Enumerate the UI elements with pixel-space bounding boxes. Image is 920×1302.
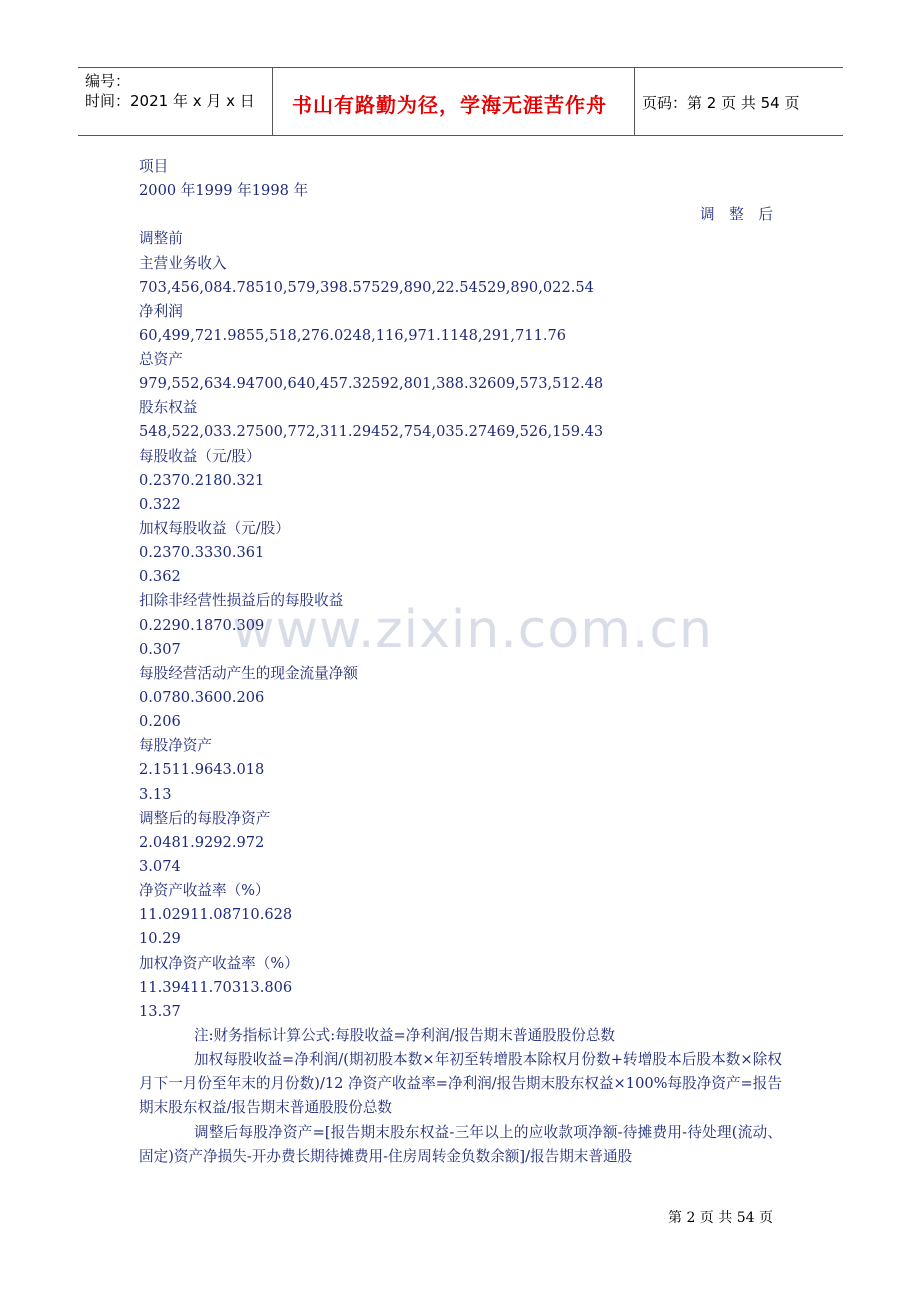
text-line: 0.2370.3330.361	[139, 544, 265, 561]
text-line: 0.307	[139, 641, 181, 658]
text-line: 调 整 后	[700, 206, 773, 223]
text-line: 调整前	[139, 230, 183, 247]
text-line: 注:财务指标计算公式:每股收益=净利润/报告期末普通股股份总数	[194, 1027, 616, 1044]
text-line: 加权净资产收益率（%）	[139, 955, 299, 972]
text-line: 扣除非经营性损益后的每股收益	[139, 592, 344, 609]
text-line: 0.2290.1870.309	[139, 617, 265, 634]
paragraph: 加权每股收益=净利润/(期初股本数×年初至转增股本除权月份数+转增股本后股本数×除权月下一月份至年末的月份数)/12 净资产收益率=净利润/报告期末股东权益×100%每股净资产=报告期末股东权益/报告期末普通股股份总数	[139, 1051, 782, 1116]
text-line: 2.1511.9643.018	[139, 761, 265, 778]
page-footer: 第 2 页 共 54 页	[668, 1210, 773, 1226]
text-line: 项目	[139, 158, 169, 175]
text-line: 总资产	[139, 351, 183, 368]
text-line: 11.02911.08710.628	[139, 906, 293, 923]
text-line: 主营业务收入	[139, 255, 227, 272]
text-line: 11.39411.70313.806	[139, 979, 293, 996]
text-line: 0.0780.3600.206	[139, 689, 265, 706]
text-line: 979,552,634.94700,640,457.32592,801,388.32609,573,512.48	[139, 375, 604, 392]
text-line: 0.362	[139, 568, 181, 585]
header-page-label: 页码：第 2 页 共 54 页	[642, 94, 800, 112]
paragraph: 调整后每股净资产=[报告期末股东权益-三年以上的应收款项净额-待摊费用-待处理(流动、固定)资产净损失-开办费长期待摊费用-住房周转金负数余额]/报告期末普通股	[139, 1124, 782, 1165]
text-line: 加权每股收益（元/股）	[139, 520, 290, 537]
header-number-label: 编号：	[85, 72, 131, 90]
text-line: 2000 年1999 年1998 年	[139, 182, 309, 199]
text-line: 13.37	[139, 1003, 181, 1020]
text-line: 703,456,084.78510,579,398.57529,890,22.54529,890,022.54	[139, 279, 594, 296]
header-divider	[272, 67, 273, 135]
watermark: www.zixin.com.cn	[232, 600, 713, 660]
header-divider	[634, 67, 635, 135]
text-line: 每股净资产	[139, 737, 212, 754]
header-top-rule	[78, 67, 843, 68]
text-line: 每股经营活动产生的现金流量净额	[139, 665, 358, 682]
text-line: 2.0481.9292.972	[139, 834, 265, 851]
header-time-label: 时间：2021 年 x 月 x 日	[85, 92, 255, 110]
text-line: 调整后的每股净资产	[139, 810, 271, 827]
text-line: 10.29	[139, 930, 181, 947]
text-line: 股东权益	[139, 399, 198, 416]
text-line: 3.074	[139, 858, 181, 875]
text-line: 净利润	[139, 303, 183, 320]
text-line: 60,499,721.9855,518,276.0248,116,971.1148,291,711.76	[139, 327, 567, 344]
header-motto: 书山有路勤为径，学海无涯苦作舟	[292, 93, 607, 117]
text-line: 0.206	[139, 713, 181, 730]
text-line: 548,522,033.27500,772,311.29452,754,035.27469,526,159.43	[139, 423, 604, 440]
text-line: 3.13	[139, 786, 172, 803]
text-line: 每股收益（元/股）	[139, 448, 261, 465]
text-line: 净资产收益率（%）	[139, 882, 270, 899]
header-bottom-rule	[78, 135, 843, 136]
text-line: 0.322	[139, 496, 181, 513]
text-line: 0.2370.2180.321	[139, 472, 265, 489]
